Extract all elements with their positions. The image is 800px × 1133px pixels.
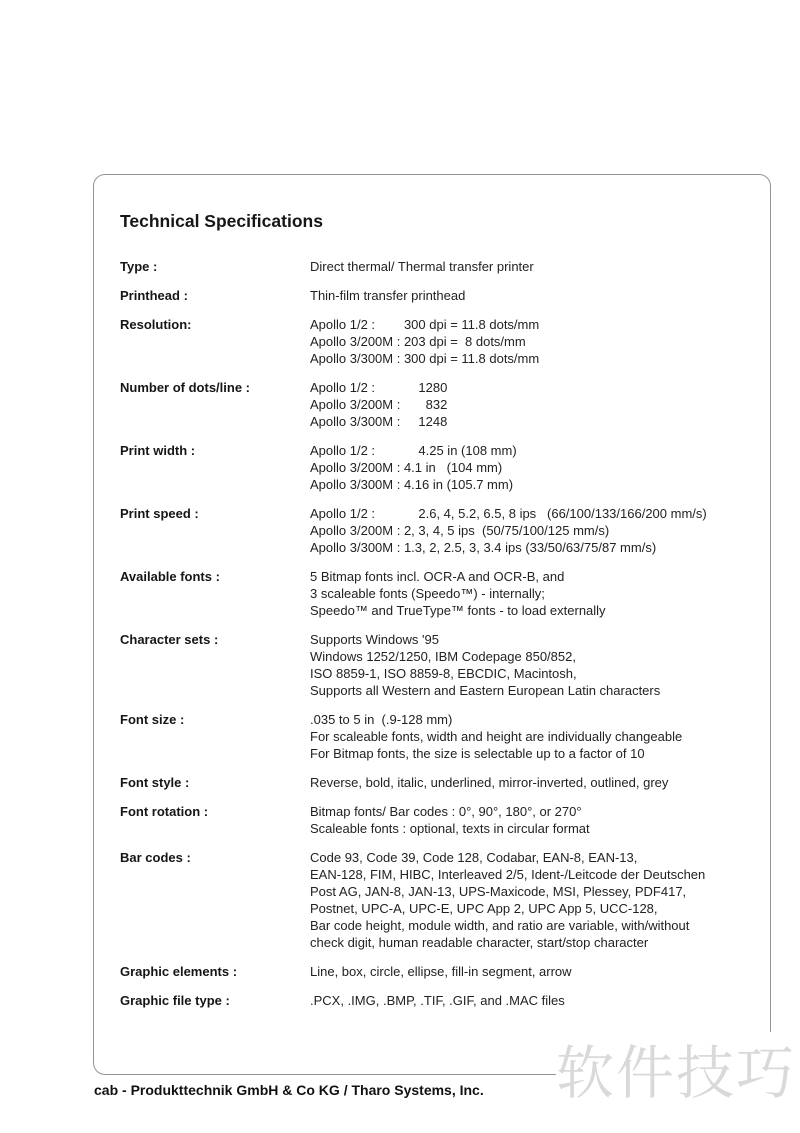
spec-row: [120, 992, 748, 1009]
spec-label: Print width :: [120, 443, 196, 458]
spec-value-line: Apollo 3/200M : 832: [310, 397, 448, 412]
spec-value-line: Apollo 1/2 : 1280: [310, 380, 448, 395]
spec-value-line: Code 93, Code 39, Code 128, Codabar, EAN-8, EAN-13,: [310, 850, 638, 865]
spec-value-line: Apollo 1/2 : 300 dpi = 11.8 dots/mm: [310, 317, 540, 332]
spec-value-line: Apollo 3/300M : 300 dpi = 11.8 dots/mm: [310, 351, 540, 366]
spec-value: [310, 505, 748, 556]
spec-value-line: Apollo 3/300M : 1.3, 2, 2.5, 3, 3.4 ips (33/50/63/75/87 mm/s): [310, 540, 657, 555]
spec-value-line: check digit, human readable character, start/stop character: [310, 935, 649, 950]
spec-value: [310, 379, 748, 430]
spec-label: Graphic elements :: [120, 964, 238, 979]
spec-row: [120, 631, 748, 699]
spec-value: [310, 849, 748, 951]
spec-row: [120, 505, 748, 556]
spec-value-line: Speedo™ and TrueType™ fonts - to load externally: [310, 603, 606, 618]
spec-value-line: Apollo 3/300M : 4.16 in (105.7 mm): [310, 477, 514, 492]
spec-row: [120, 849, 748, 951]
spec-row: [120, 442, 748, 493]
spec-value-line: Apollo 3/200M : 4.1 in (104 mm): [310, 460, 503, 475]
footer-company-line: cab - Produkttechnik GmbH & Co KG / Tharo Systems, Inc.: [94, 1082, 484, 1098]
spec-value-line: Post AG, JAN-8, JAN-13, UPS-Maxicode, MSI, Plessey, PDF417,: [310, 884, 687, 899]
spec-label: Number of dots/line :: [120, 380, 250, 395]
spec-value: [310, 568, 748, 619]
spec-value: [310, 963, 748, 980]
spec-value: [310, 711, 748, 762]
spec-value-line: For scaleable fonts, width and height are individually changeable: [310, 729, 683, 744]
spec-value-line: .PCX, .IMG, .BMP, .TIF, .GIF, and .MAC files: [310, 993, 565, 1008]
spec-value-line: Supports Windows '95: [310, 632, 439, 647]
spec-row: [120, 379, 748, 430]
spec-value-line: Bar code height, module width, and ratio are variable, with/without: [310, 918, 690, 933]
spec-value-line: Scaleable fonts : optional, texts in circular format: [310, 821, 590, 836]
spec-label: Type :: [120, 259, 158, 274]
spec-row: [120, 774, 748, 791]
spec-table: [120, 258, 748, 1009]
watermark-text: 软件技巧: [556, 1032, 800, 1110]
spec-value-line: Apollo 3/300M : 1248: [310, 414, 448, 429]
spec-value-line: Thin-film transfer printhead: [310, 288, 466, 303]
spec-row: [120, 287, 748, 304]
spec-row: [120, 803, 748, 837]
spec-value-line: Supports all Western and Eastern European Latin characters: [310, 683, 661, 698]
spec-value: [310, 631, 748, 699]
spec-label: Resolution:: [120, 317, 192, 332]
spec-value-line: Windows 1252/1250, IBM Codepage 850/852,: [310, 649, 576, 664]
spec-panel: [93, 174, 771, 1075]
spec-value-line: 5 Bitmap fonts incl. OCR-A and OCR-B, and: [310, 569, 565, 584]
spec-row: [120, 258, 748, 275]
spec-value-line: ISO 8859-1, ISO 8859-8, EBCDIC, Macintosh,: [310, 666, 577, 681]
spec-row: [120, 568, 748, 619]
spec-value-line: Apollo 3/200M : 203 dpi = 8 dots/mm: [310, 334, 526, 349]
spec-value: [310, 774, 748, 791]
page-title: Technical Specifications: [120, 211, 323, 231]
spec-value: [310, 992, 748, 1009]
spec-row: [120, 711, 748, 762]
spec-label: Available fonts :: [120, 569, 220, 584]
spec-value-line: For Bitmap fonts, the size is selectable up to a factor of 10: [310, 746, 645, 761]
spec-value-line: Reverse, bold, italic, underlined, mirror-inverted, outlined, grey: [310, 775, 669, 790]
spec-value: [310, 442, 748, 493]
spec-value: [310, 803, 748, 837]
spec-value-line: Bitmap fonts/ Bar codes : 0°, 90°, 180°, or 270°: [310, 804, 582, 819]
spec-value: [310, 258, 748, 275]
spec-label: Font style :: [120, 775, 190, 790]
spec-label: Font rotation :: [120, 804, 209, 819]
spec-label: Bar codes :: [120, 850, 191, 865]
spec-value-line: .035 to 5 in (.9-128 mm): [310, 712, 453, 727]
spec-value-line: Direct thermal/ Thermal transfer printer: [310, 259, 534, 274]
spec-label: Print speed :: [120, 506, 199, 521]
spec-label: Font size :: [120, 712, 185, 727]
spec-label: Graphic file type :: [120, 993, 230, 1008]
spec-label: Printhead :: [120, 288, 188, 303]
spec-value-line: Apollo 1/2 : 2.6, 4, 5.2, 6.5, 8 ips (66/100/133/166/200 mm/s): [310, 506, 707, 521]
spec-label: Character sets :: [120, 632, 219, 647]
spec-row: [120, 316, 748, 367]
spec-row: [120, 963, 748, 980]
spec-value-line: Apollo 3/200M : 2, 3, 4, 5 ips (50/75/100/125 mm/s): [310, 523, 610, 538]
spec-value-line: Line, box, circle, ellipse, fill-in segment, arrow: [310, 964, 572, 979]
spec-value-line: EAN-128, FIM, HIBC, Interleaved 2/5, Ident-/Leitcode der Deutschen: [310, 867, 706, 882]
spec-value: [310, 316, 748, 367]
spec-value-line: 3 scaleable fonts (Speedo™) - internally;: [310, 586, 545, 601]
spec-value-line: Apollo 1/2 : 4.25 in (108 mm): [310, 443, 517, 458]
spec-value: [310, 287, 748, 304]
spec-value-line: Postnet, UPC-A, UPC-E, UPC App 2, UPC App 5, UCC-128,: [310, 901, 658, 916]
